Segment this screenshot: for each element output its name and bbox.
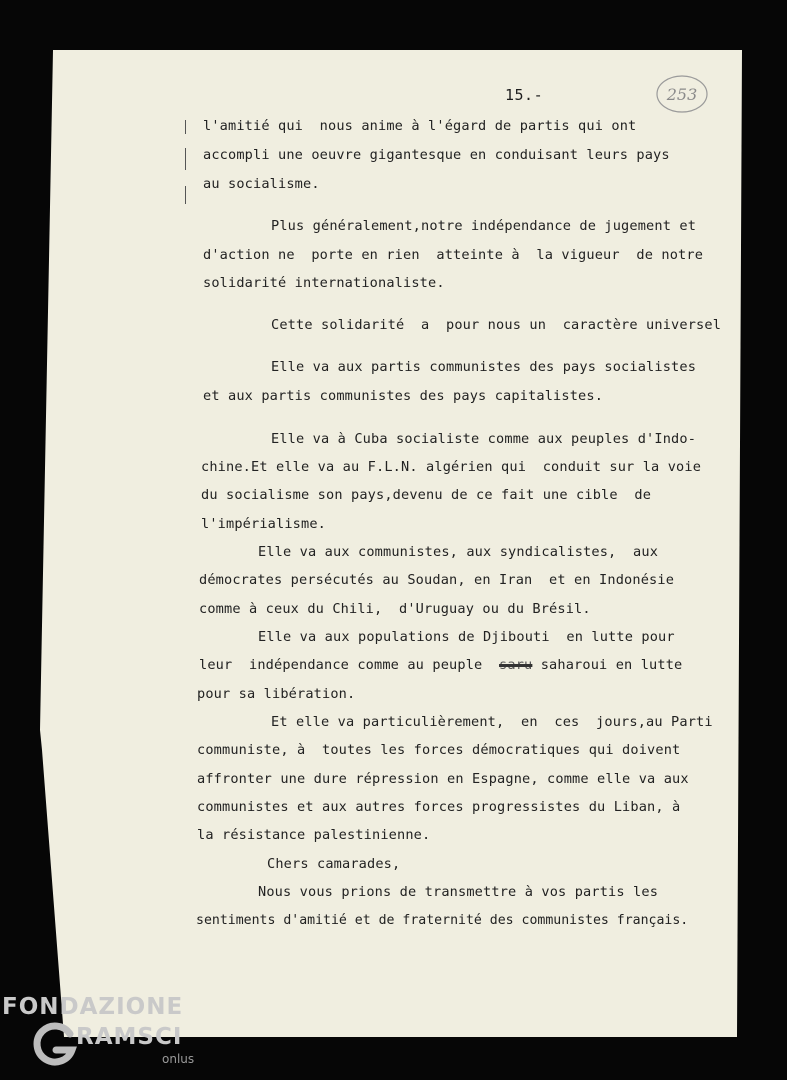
text-line: chine.Et elle va au F.L.N. algérien qui conduit sur la voie: [201, 459, 702, 475]
text-line: communiste, à toutes les forces démocratiques qui doivent: [197, 742, 681, 758]
text-line: Plus généralement,notre indépendance de jugement et: [271, 218, 697, 234]
text-line: Elle va aux partis communistes des pays socialistes: [271, 359, 697, 375]
text-line: pour sa libération.: [197, 686, 356, 702]
watermark-title: FONDAZIONE: [2, 994, 184, 1020]
archive-number: 253: [666, 84, 698, 104]
watermark-name: RAMSCI: [76, 1024, 183, 1050]
text-line: comme à ceux du Chili, d'Uruguay ou du Brésil.: [199, 601, 591, 617]
text-line: au socialisme.: [203, 176, 320, 192]
text-line: l'impérialisme.: [201, 516, 327, 532]
text-line: Cette solidarité a pour nous un caractère universel: [271, 317, 722, 333]
text-line: d'action ne porte en rien atteinte à la vigueur de notre: [203, 247, 704, 263]
page-number: 15.-: [505, 86, 544, 104]
text-line: affronter une dure répression en Espagne, comme elle va aux: [197, 771, 689, 787]
text-line: solidarité internationaliste.: [203, 275, 445, 291]
text-line: Nous vous prions de transmettre à vos partis les: [258, 884, 659, 900]
archive-number-stamp: [656, 74, 708, 114]
text-line: sentiments d'amitié et de fraternité des communistes français.: [196, 913, 689, 928]
text-line: Elle va à Cuba socialiste comme aux peuples d'Indo-: [271, 431, 697, 447]
text-line: communistes et aux autres forces progressistes du Liban, à: [197, 799, 681, 815]
text-line: Chers camarades,: [267, 856, 401, 872]
text-line: du socialisme son pays,devenu de ce fait une cible de: [201, 487, 652, 503]
struck-out-word: saru: [499, 657, 533, 673]
text-line: Elle va aux populations de Djibouti en lutte pour: [258, 629, 675, 645]
watermark-subtitle: onlus: [162, 1052, 195, 1066]
text-line: l'amitié qui nous anime à l'égard de partis qui ont: [203, 118, 637, 134]
margin-mark: [184, 120, 187, 206]
text-line: Elle va aux communistes, aux syndicalistes, aux: [258, 544, 659, 560]
gramsci-g-logo-icon: [30, 1020, 80, 1070]
fondazione-gramsci-watermark: [0, 990, 200, 1080]
text-line: démocrates persécutés au Soudan, en Iran et en Indonésie: [199, 572, 675, 588]
text-line: leur indépendance comme au peuple saru saharoui en lutte: [199, 657, 683, 673]
text-line: Et elle va particulièrement, en ces jours,au Parti: [271, 714, 713, 730]
text-line: accompli une oeuvre gigantesque en conduisant leurs pays: [203, 147, 670, 163]
text-line: la résistance palestinienne.: [197, 827, 431, 843]
text-line: et aux partis communistes des pays capitalistes.: [203, 388, 604, 404]
